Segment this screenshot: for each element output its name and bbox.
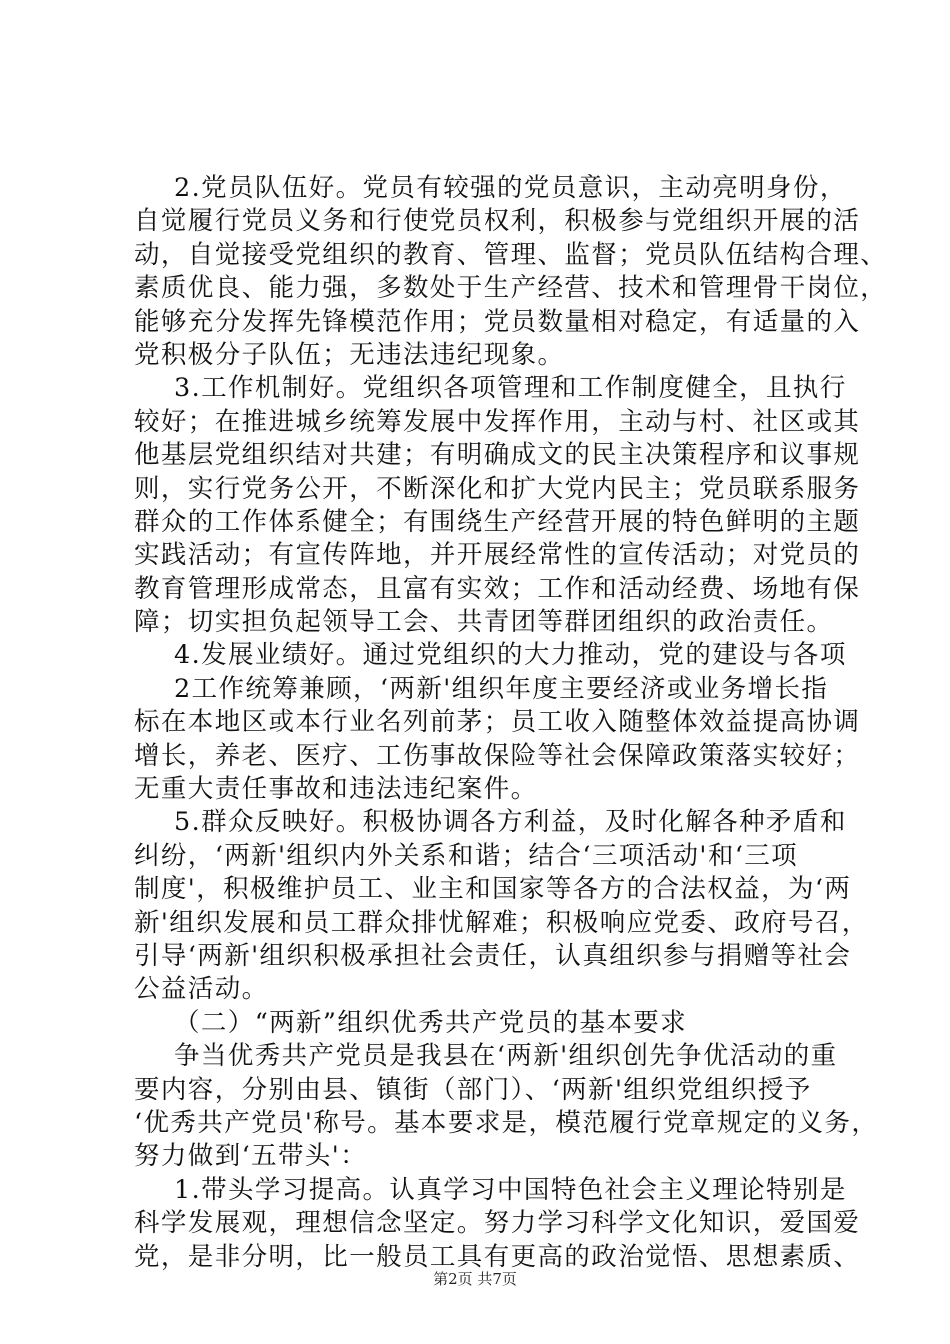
text-line: 引导‘两新'组织积极承担社会责任，认真组织参与捐赠等社会	[134, 940, 852, 971]
text-line: 2工作统筹兼顾，‘两新'组织年度主要经济或业务增长指	[174, 673, 829, 704]
text-line: 教育管理形成常态，且富有实效；工作和活动经费、场地有保	[134, 573, 861, 604]
text-line: 公益活动。	[134, 974, 269, 1005]
paragraph-5-start: 5.群众反映好。积极协调各方利益，及时化解各种矛盾和	[174, 807, 847, 838]
text-line: 群众的工作体系健全；有围绕生产经营开展的特色鲜明的主题	[134, 506, 861, 537]
text-line: 素质优良、能力强，多数处于生产经营、技术和管理骨干岗位，	[134, 273, 888, 304]
text-line: 党，是非分明，比一般员工具有更高的政治觉悟、思想素质、	[134, 1241, 861, 1272]
text-line: 纠纷，‘两新'组织内外关系和谐；结合‘三项活动'和‘三项	[134, 840, 799, 871]
page-number: 第2页 共7页	[433, 1270, 517, 1288]
text-line: 能够充分发挥先锋模范作用；党员数量相对稳定，有适量的入	[134, 306, 861, 337]
text-line: 科学发展观，理想信念坚定。努力学习科学文化知识，爱国爱	[134, 1208, 861, 1239]
text-line: 要内容，分别由县、镇街（部门）、‘两新'组织党组织授予	[134, 1074, 812, 1105]
text-line: 党积极分子队伍；无违法违纪现象。	[134, 339, 565, 370]
text-line: 新'组织发展和员工群众排忧解难；积极响应党委、政府号召，	[134, 907, 869, 938]
section-heading: （二）“两新”组织优秀共产党员的基本要求	[174, 1007, 688, 1038]
text-line: 无重大责任事故和违法违纪案件。	[134, 774, 538, 805]
page-footer	[0, 1268, 950, 1289]
document-body	[134, 172, 888, 1274]
text-line: 实践活动；有宣传阵地，并开展经常性的宣传活动；对党员的	[134, 540, 861, 571]
text-line: 自觉履行党员义务和行使党员权利，积极参与党组织开展的活	[134, 206, 861, 237]
paragraph-4-start: 4.发展业绩好。通过党组织的大力推动，党的建设与各项	[174, 640, 847, 671]
text-line: 制度'，积极维护员工、业主和国家等各方的合法权益，为‘两	[134, 874, 852, 905]
text-line: 他基层党组织结对共建；有明确成文的民主决策程序和议事规	[134, 440, 861, 471]
text-line: 较好；在推进城乡统筹发展中发挥作用，主动与村、社区或其	[134, 406, 861, 437]
paragraph-intro-start: 争当优秀共产党员是我县在‘两新'组织创先争优活动的重	[174, 1041, 838, 1072]
text-line: 则，实行党务公开，不断深化和扩大党内民主；党员联系服务	[134, 473, 861, 504]
text-line: ‘优秀共产党员'称号。基本要求是，模范履行党章规定的义务，	[134, 1107, 879, 1138]
text-line: 动，自觉接受党组织的教育、管理、监督；党员队伍结构合理、	[134, 239, 888, 270]
text-line: 增长，养老、医疗、工伤事故保险等社会保障政策落实较好；	[134, 740, 861, 771]
paragraph-1-start: 1.带头学习提高。认真学习中国特色社会主义理论特别是	[174, 1174, 847, 1205]
paragraph-3-start: 3.工作机制好。党组织各项管理和工作制度健全，且执行	[174, 373, 847, 404]
text-line: 努力做到‘五带头'：	[134, 1141, 368, 1172]
paragraph-2-start: 2.党员队伍好。党员有较强的党员意识，主动亮明身份，	[174, 173, 847, 203]
text-line: 标在本地区或本行业名列前茅；员工收入随整体效益提高协调	[134, 707, 861, 738]
text-line: 障；切实担负起领导工会、共青团等群团组织的政治责任。	[134, 607, 834, 638]
